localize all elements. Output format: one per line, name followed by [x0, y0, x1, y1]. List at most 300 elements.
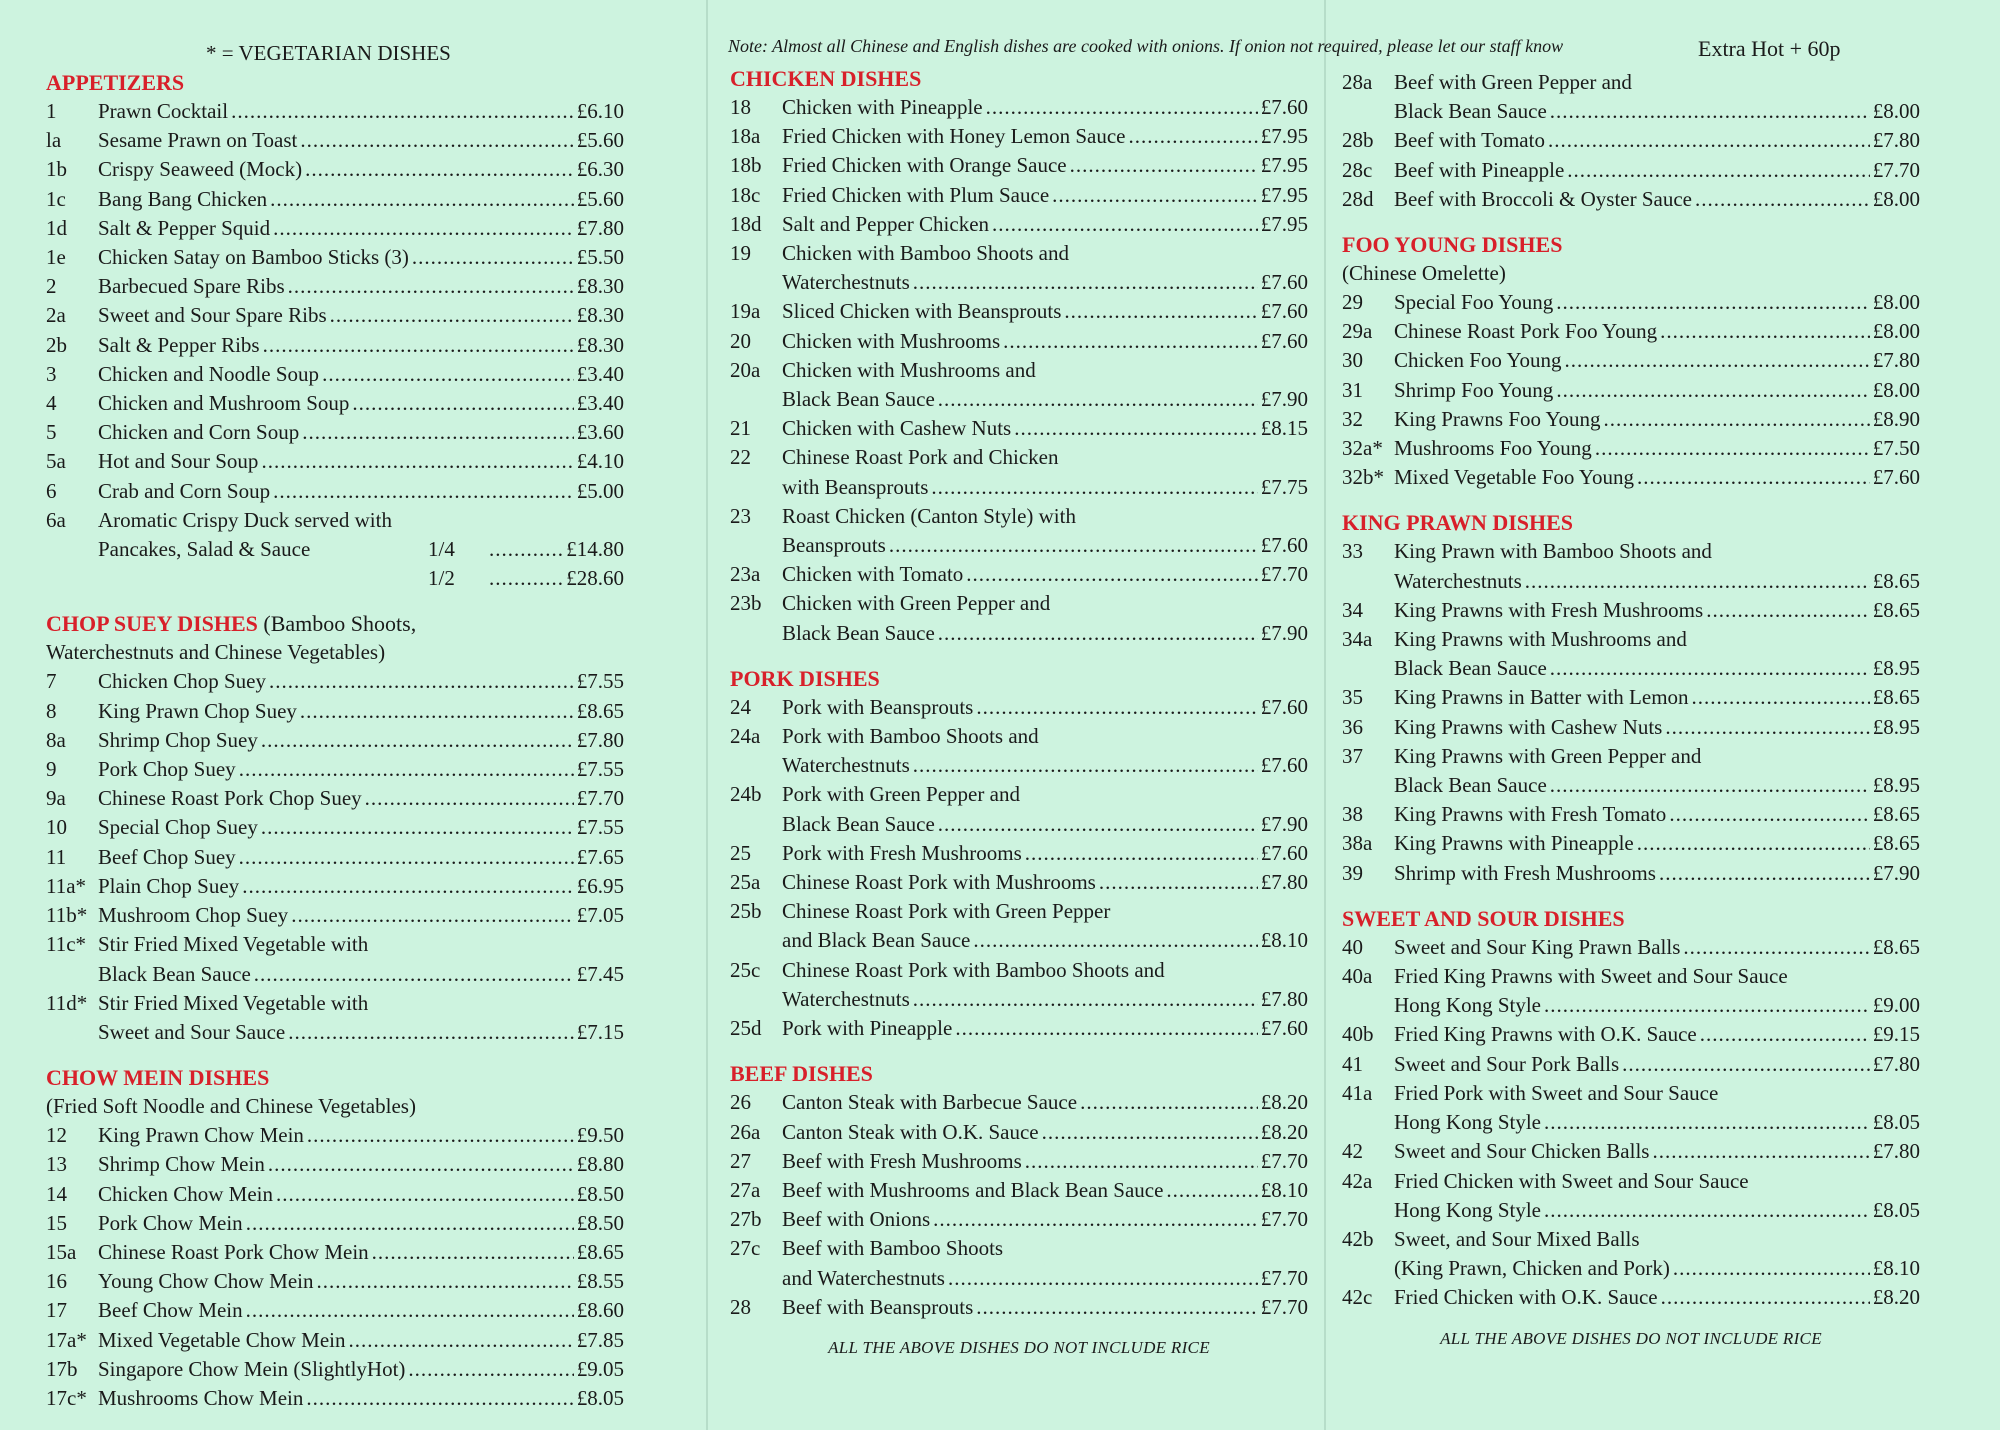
item-name-line	[98, 1121, 624, 1150]
section-title-text: CHOP SUEY DISHES	[46, 611, 258, 637]
menu-item	[46, 506, 624, 594]
menu-item	[46, 360, 624, 389]
item-price: £8.65	[1872, 685, 1920, 710]
item-number: 26	[730, 1090, 751, 1115]
item-body	[98, 726, 624, 755]
leader-dots	[1525, 567, 1870, 596]
item-price: £7.70	[1260, 1207, 1308, 1232]
item-body	[1394, 376, 1920, 405]
item-name: King Prawns with Fresh Mushrooms	[1394, 597, 1704, 622]
item-price: £7.05	[576, 903, 624, 928]
item-name: Fried King Prawns with Sweet and Sour Sauce	[1394, 964, 1788, 989]
item-number: 5	[46, 420, 57, 445]
item-name: Plain Chop Suey	[98, 873, 240, 898]
leader-dots	[1692, 683, 1870, 712]
item-name-line	[782, 122, 1308, 151]
menu-item	[46, 813, 624, 842]
leader-dots	[1637, 463, 1870, 492]
item-name-line	[782, 356, 1308, 385]
item-body	[98, 97, 624, 126]
item-name-line	[1394, 596, 1920, 625]
item-price: £8.15	[1260, 416, 1308, 441]
item-name-line	[782, 1147, 1308, 1176]
item-number: 17a*	[46, 1327, 87, 1352]
item-name: Chicken with Mushrooms and	[782, 357, 1036, 382]
leader-dots	[1544, 1108, 1870, 1137]
item-name-line	[782, 181, 1308, 210]
menu-item	[1342, 1283, 1920, 1312]
item-name-line	[782, 619, 1308, 648]
menu-item	[46, 272, 624, 301]
item-name-line	[98, 989, 624, 1018]
item-body	[1394, 1050, 1920, 1079]
leader-dots	[1550, 654, 1870, 683]
item-body	[98, 1326, 624, 1355]
item-price: £8.50	[576, 1210, 624, 1235]
item-price: £8.65	[1872, 597, 1920, 622]
leader-dots	[933, 1205, 1258, 1234]
item-name: King Prawns with Pineapple	[1394, 831, 1634, 856]
item-name: Special Foo Young	[1394, 290, 1554, 315]
item-price: £8.20	[1872, 1285, 1920, 1310]
item-body	[98, 843, 624, 872]
item-price: £8.20	[1260, 1090, 1308, 1115]
leader-dots	[300, 697, 574, 726]
item-name: Chicken with Mushrooms	[782, 328, 1001, 353]
item-name-line	[1394, 991, 1920, 1020]
item-name-line	[98, 1326, 624, 1355]
leader-dots	[1014, 414, 1258, 443]
item-name: King Prawn Chow Mein	[98, 1123, 304, 1148]
menu-item	[730, 356, 1308, 414]
item-name: Hong Kong Style	[1394, 1110, 1541, 1135]
item-number: 34	[1342, 597, 1363, 622]
item-price: £7.60	[1872, 465, 1920, 490]
leader-dots	[489, 535, 563, 564]
item-body	[1394, 537, 1920, 595]
item-name: Beef Chow Mein	[98, 1298, 243, 1323]
item-number: 42c	[1342, 1285, 1373, 1310]
item-price: £7.70	[1872, 157, 1920, 182]
item-price: £9.15	[1872, 1022, 1920, 1047]
leader-dots	[408, 1355, 573, 1384]
item-name: Chicken with Bamboo Shoots and	[782, 241, 1069, 266]
item-name-line	[98, 1018, 624, 1047]
item-price: £7.70	[1260, 1265, 1308, 1290]
leader-dots	[239, 843, 574, 872]
item-price: £7.90	[1260, 620, 1308, 645]
item-body	[782, 122, 1308, 151]
item-price: £7.80	[1872, 1139, 1920, 1164]
item-number: 28d	[1342, 186, 1374, 211]
item-body	[782, 443, 1308, 501]
item-price: £5.50	[576, 245, 624, 270]
item-body	[98, 1238, 624, 1267]
item-name: Sweet and Sour Sauce	[98, 1019, 286, 1044]
item-price: £4.10	[576, 449, 624, 474]
item-name-line	[782, 751, 1308, 780]
item-price: £8.00	[1872, 99, 1920, 124]
leader-dots	[254, 960, 574, 989]
item-number: 23	[730, 503, 751, 528]
item-name: Waterchestnuts	[782, 270, 910, 295]
item-name: Waterchestnuts	[782, 753, 910, 778]
menu-item	[46, 667, 624, 696]
item-name-line	[1394, 742, 1920, 771]
item-name-line	[782, 151, 1308, 180]
item-price: £8.00	[1872, 290, 1920, 315]
item-name: King Prawns with Cashew Nuts	[1394, 714, 1663, 739]
item-name-line	[1394, 1050, 1920, 1079]
leader-dots	[239, 755, 574, 784]
item-name-line	[1394, 567, 1920, 596]
menu-item	[46, 843, 624, 872]
leader-dots	[288, 1018, 574, 1047]
item-number: 25	[730, 840, 751, 865]
item-number: 24b	[730, 782, 762, 807]
item-name: Shrimp Chow Mein	[98, 1152, 265, 1177]
item-name-line	[782, 868, 1308, 897]
item-body	[782, 1205, 1308, 1234]
item-name-line	[98, 447, 624, 476]
item-name: Fried Chicken with Sweet and Sour Sauce	[1394, 1168, 1749, 1193]
item-number: 11d*	[46, 990, 88, 1015]
menu-item	[46, 1150, 624, 1179]
item-name-line	[1394, 185, 1920, 214]
item-name-line	[782, 839, 1308, 868]
item-number: 23b	[730, 591, 762, 616]
menu-item	[46, 477, 624, 506]
item-name-line	[98, 301, 624, 330]
item-number: 29a	[1342, 319, 1373, 344]
item-name-line	[782, 722, 1308, 751]
leader-dots	[1550, 771, 1870, 800]
menu-item	[46, 1209, 624, 1238]
item-body	[98, 1150, 624, 1179]
item-body	[1394, 1283, 1920, 1312]
menu-item	[46, 784, 624, 813]
item-number: 6	[46, 478, 57, 503]
menu-item	[730, 589, 1308, 647]
item-price: £7.90	[1872, 860, 1920, 885]
item-name: Beef Chop Suey	[98, 844, 236, 869]
section-title	[730, 64, 1308, 93]
item-name: Fried Chicken with O.K. Sauce	[1394, 1285, 1658, 1310]
item-body	[782, 1014, 1308, 1043]
menu-item	[46, 389, 624, 418]
item-number: 26a	[730, 1119, 761, 1144]
menu-item	[1342, 713, 1920, 742]
item-name: Sliced Chicken with Beansprouts	[782, 299, 1062, 324]
item-name: Barbecued Spare Ribs	[98, 274, 285, 299]
item-name: Chicken with Pineapple	[782, 95, 983, 119]
leader-dots	[288, 272, 574, 301]
item-name: King Prawn Chop Suey	[98, 698, 297, 723]
item-name-line	[1394, 346, 1920, 375]
item-name-line	[98, 1180, 624, 1209]
leader-dots	[966, 560, 1257, 589]
item-name-line	[782, 926, 1308, 955]
leader-dots	[1706, 596, 1870, 625]
item-number: 16	[46, 1269, 67, 1294]
section-title-text: CHOW MEIN DISHES	[46, 1065, 270, 1091]
section-title	[46, 609, 624, 638]
item-name: Shrimp Chop Suey	[98, 727, 258, 752]
item-name: Pork with Beansprouts	[782, 694, 974, 719]
item-name-line	[782, 589, 1308, 618]
menu-item	[730, 1176, 1308, 1205]
item-number: 2b	[46, 332, 67, 357]
item-name-line	[782, 239, 1308, 268]
item-name-line	[782, 297, 1308, 326]
menu-item	[46, 930, 624, 988]
item-name-line	[98, 126, 624, 155]
item-name: Salt & Pepper Ribs	[98, 332, 260, 357]
leader-dots	[1544, 1196, 1870, 1225]
item-number: 29	[1342, 290, 1363, 315]
item-number: 42b	[1342, 1226, 1374, 1251]
item-name-line	[782, 1234, 1308, 1263]
item-name: Fried Chicken with Plum Sauce	[782, 182, 1050, 207]
item-name-line	[1394, 829, 1920, 858]
item-name: Black Bean Sauce	[98, 961, 251, 986]
item-number: 5a	[46, 449, 66, 474]
item-name-line	[98, 418, 624, 447]
leader-dots	[269, 667, 574, 696]
menu-item	[730, 414, 1308, 443]
leader-dots	[349, 1326, 574, 1355]
item-body	[98, 1209, 624, 1238]
menu-item	[46, 872, 624, 901]
leader-dots	[1129, 122, 1258, 151]
leader-dots	[1052, 181, 1258, 210]
item-body	[98, 1296, 624, 1325]
item-name: Canton Steak with O.K. Sauce	[782, 1119, 1039, 1144]
item-name-line	[98, 331, 624, 360]
item-name-line	[1394, 713, 1920, 742]
item-number: 1d	[46, 215, 67, 240]
item-name: Waterchestnuts	[1394, 568, 1522, 593]
leader-dots	[1652, 1137, 1869, 1166]
leader-dots	[273, 477, 574, 506]
item-price: £7.80	[1872, 348, 1920, 373]
item-number: 18b	[730, 153, 762, 178]
item-body	[1394, 1167, 1920, 1225]
item-price: £3.60	[576, 420, 624, 445]
leader-dots	[913, 985, 1258, 1014]
item-body	[98, 930, 624, 988]
item-body	[1394, 933, 1920, 962]
item-name: Canton Steak with Barbecue Sauce	[782, 1090, 1078, 1115]
leader-dots	[1548, 126, 1870, 155]
menu-item	[730, 502, 1308, 560]
item-price: £9.50	[576, 1123, 624, 1148]
item-name-line	[1394, 537, 1920, 566]
item-name-line	[782, 897, 1308, 926]
menu-item	[1342, 683, 1920, 712]
menu-item	[730, 210, 1308, 239]
item-number: 15a	[46, 1239, 77, 1264]
item-name: Chicken and Mushroom Soup	[98, 391, 350, 416]
item-body	[782, 693, 1308, 722]
menu-item	[1342, 1079, 1920, 1137]
item-number: 28b	[1342, 128, 1374, 153]
item-body	[1394, 829, 1920, 858]
item-number: 22	[730, 445, 751, 470]
item-name: King Prawns with Green Pepper and	[1394, 743, 1702, 768]
menu-section	[730, 664, 1308, 1043]
leader-dots	[913, 751, 1258, 780]
item-body	[1394, 1137, 1920, 1166]
item-price: £8.50	[576, 1181, 624, 1206]
menu-item	[1342, 1137, 1920, 1166]
item-number: 8a	[46, 727, 66, 752]
menu-item	[730, 443, 1308, 501]
portion-price: £28.60	[566, 566, 624, 591]
item-price: £8.90	[1872, 406, 1920, 431]
item-body	[98, 331, 624, 360]
item-name-line	[1394, 1196, 1920, 1225]
item-name-line	[98, 360, 624, 389]
item-body	[98, 126, 624, 155]
item-name: Chicken Chop Suey	[98, 669, 266, 694]
item-price: £8.10	[1872, 1256, 1920, 1281]
item-price: £7.95	[1260, 153, 1308, 178]
item-name: Mushroom Chop Suey	[98, 903, 289, 928]
item-body	[98, 243, 624, 272]
item-name-line	[98, 930, 624, 959]
item-name-line	[98, 1209, 624, 1238]
menu-item	[730, 868, 1308, 897]
item-body	[1394, 185, 1920, 214]
item-body	[1394, 683, 1920, 712]
vegetarian-legend: * = VEGETARIAN DISHES	[206, 41, 451, 65]
item-name: Hong Kong Style	[1394, 1197, 1541, 1222]
item-name-line	[98, 784, 624, 813]
menu-item	[46, 901, 624, 930]
leader-dots	[1042, 1118, 1258, 1147]
menu-item	[730, 1205, 1308, 1234]
item-name: Black Bean Sauce	[1394, 656, 1547, 681]
menu-item	[730, 122, 1308, 151]
leader-dots	[1622, 1050, 1870, 1079]
item-name: Sweet and Sour King Prawn Balls	[1394, 934, 1681, 959]
item-name: Shrimp with Fresh Mushrooms	[1394, 860, 1656, 885]
item-number: 34a	[1342, 627, 1373, 652]
item-name: Sweet and Sour Chicken Balls	[1394, 1139, 1650, 1164]
item-number: 14	[46, 1181, 67, 1206]
leader-dots	[1673, 1254, 1870, 1283]
item-number: 13	[46, 1152, 67, 1177]
item-name-line	[782, 327, 1308, 356]
item-name-line	[1394, 1137, 1920, 1166]
leader-dots	[317, 1267, 574, 1296]
item-body	[98, 989, 624, 1047]
item-body	[1394, 288, 1920, 317]
item-name: Mushrooms Foo Young	[1394, 436, 1592, 461]
item-name: Pork Chop Suey	[98, 757, 236, 782]
item-name: Aromatic Crispy Duck served with	[98, 507, 392, 532]
leader-dots	[1064, 297, 1257, 326]
item-number: 15	[46, 1210, 67, 1235]
leader-dots	[276, 1180, 574, 1209]
leader-dots	[1556, 288, 1869, 317]
leader-dots	[1070, 151, 1258, 180]
portion-price: £14.80	[566, 537, 624, 562]
item-number: 11	[46, 844, 67, 869]
menu-section	[46, 609, 624, 1047]
item-body	[98, 389, 624, 418]
section-title	[1342, 230, 1920, 259]
menu-item	[46, 1326, 624, 1355]
item-body	[98, 301, 624, 330]
item-name-line	[98, 1267, 624, 1296]
item-name-line	[1394, 800, 1920, 829]
item-number: 28	[730, 1294, 751, 1319]
leader-dots	[1025, 1147, 1258, 1176]
menu-item	[1342, 405, 1920, 434]
menu-item	[1342, 288, 1920, 317]
item-number: 27c	[730, 1236, 761, 1261]
item-price: £7.70	[1260, 1148, 1308, 1173]
item-name-line	[782, 956, 1308, 985]
item-name: Stir Fried Mixed Vegetable with	[98, 932, 369, 957]
item-name-line	[98, 97, 624, 126]
menu-item	[1342, 859, 1920, 888]
item-number: 40	[1342, 934, 1363, 959]
item-name: Pancakes, Salad & Sauce	[98, 537, 311, 562]
leader-dots	[330, 301, 574, 330]
leader-dots	[938, 619, 1258, 648]
leader-dots	[1025, 839, 1258, 868]
item-body	[782, 780, 1308, 838]
item-price: £8.95	[1872, 714, 1920, 739]
menu-item	[1342, 829, 1920, 858]
item-price: £7.70	[1260, 1294, 1308, 1319]
item-name-line	[782, 1293, 1308, 1322]
item-number: 35	[1342, 685, 1363, 710]
item-price: £8.65	[576, 1239, 624, 1264]
item-number: 25c	[730, 957, 761, 982]
section-title-text: APPETIZERS	[46, 70, 185, 95]
leader-dots	[1556, 376, 1869, 405]
item-name-line	[782, 1088, 1308, 1117]
section-title	[1342, 508, 1920, 537]
item-name-line	[782, 1118, 1308, 1147]
item-name-line	[98, 214, 624, 243]
item-number: 20a	[730, 357, 761, 382]
menu-section	[730, 1059, 1308, 1322]
leader-dots	[1567, 156, 1869, 185]
menu-item	[46, 214, 624, 243]
menu-section	[730, 64, 1308, 648]
item-body	[98, 1267, 624, 1296]
item-name-line	[98, 726, 624, 755]
item-name-line	[98, 272, 624, 301]
menu-item	[730, 93, 1308, 122]
menu-column-3	[1342, 68, 1920, 1349]
item-price: £8.65	[1872, 934, 1920, 959]
leader-dots	[992, 210, 1258, 239]
item-body	[782, 560, 1308, 589]
item-name: Chicken and Noodle Soup	[98, 361, 320, 386]
item-price: £8.65	[576, 698, 624, 723]
item-price: £8.00	[1872, 377, 1920, 402]
item-name-line	[1394, 463, 1920, 492]
section-title	[730, 1059, 1308, 1088]
item-number: 17b	[46, 1356, 78, 1381]
menu-section	[1342, 904, 1920, 1313]
